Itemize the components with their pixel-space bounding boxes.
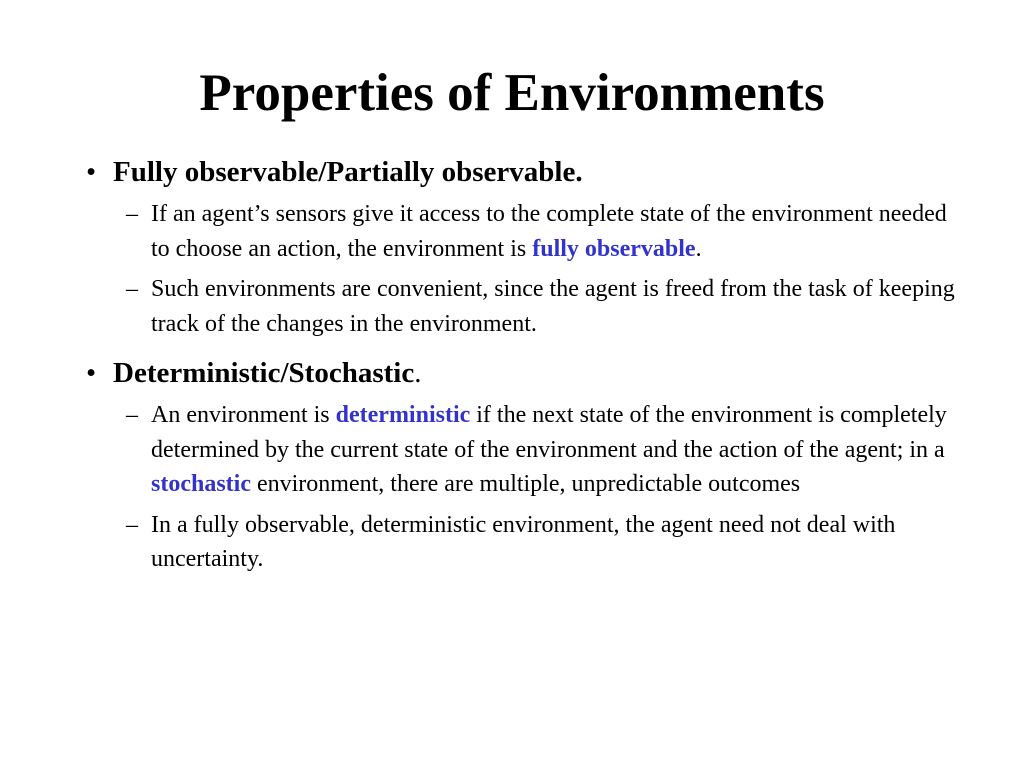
slide-title: Properties of Environments xyxy=(199,64,825,122)
highlight-term: fully observable xyxy=(532,235,696,262)
sub-bullet-text: if the next state of the environment is completely determined by the current state of the environment and the action of the agent; in a xyxy=(151,402,947,463)
highlight-term: deterministic xyxy=(335,402,471,428)
sub-bullet-deterministic-definition xyxy=(0,398,966,502)
sub-bullet-text: Such environments are convenient, since the agent is freed from the task of keeping track of the changes in the environment. xyxy=(151,276,955,337)
bullet-heading: Deterministic/Stochastic xyxy=(113,357,415,389)
dash-marker: – xyxy=(126,511,138,538)
bullet-deterministic xyxy=(0,351,1024,395)
sub-bullet-convenience xyxy=(0,272,966,341)
slide-content xyxy=(0,150,1024,577)
sub-bullet-text: environment, there are multiple, unpredictable outcomes xyxy=(250,471,801,497)
bullet-marker: • xyxy=(86,357,97,389)
dash-marker: – xyxy=(126,201,138,227)
bullet-fully-observable xyxy=(0,150,1024,194)
sub-bullet-text: . xyxy=(695,235,702,262)
dash-marker: – xyxy=(126,276,138,302)
sub-bullet-uncertainty xyxy=(0,508,966,577)
bullet-heading-suffix: . xyxy=(414,357,422,389)
bullet-heading: Fully observable/Partially observable. xyxy=(113,156,583,188)
sub-bullet-text: In a fully observable, deterministic environment, the agent need not deal with uncertainty. xyxy=(151,511,896,572)
sub-bullet-text: If an agent’s sensors give it access to the complete state of the environment needed to choose an action, the environment is xyxy=(151,201,947,262)
dash-marker: – xyxy=(126,402,138,428)
highlight-term: stochastic xyxy=(151,471,251,497)
bullet-marker: • xyxy=(86,156,97,188)
sub-bullet-definition xyxy=(0,197,966,266)
sub-bullet-text: An environment is xyxy=(151,402,336,428)
